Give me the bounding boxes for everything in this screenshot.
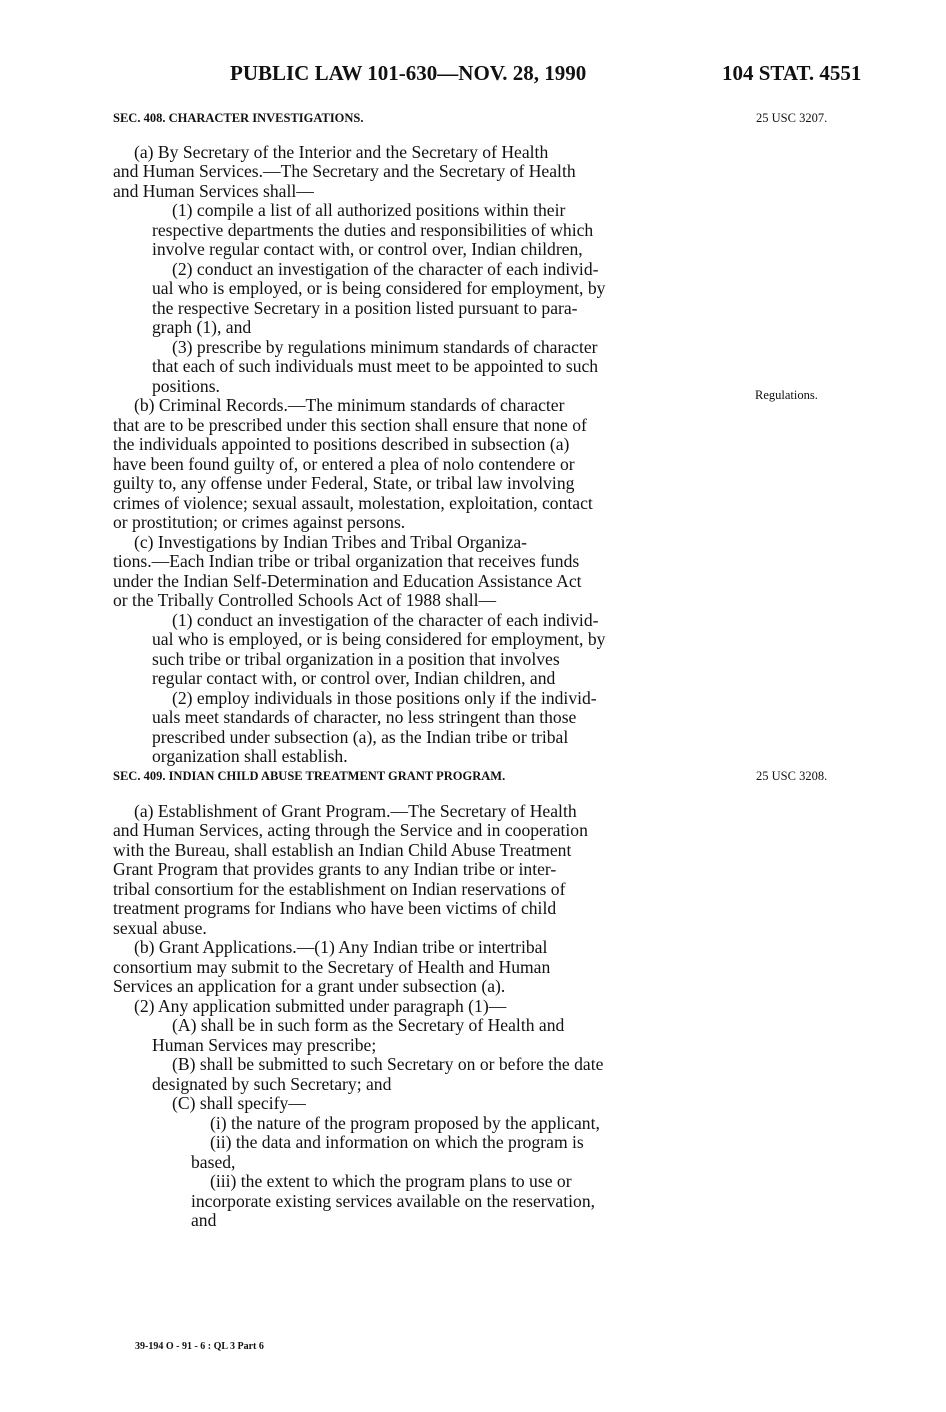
- text-line: or the Tribally Controlled Schools Act of 1988 shall—: [113, 590, 497, 610]
- text-line: graph (1), and: [152, 317, 252, 337]
- text-line: designated by such Secretary; and: [152, 1074, 392, 1094]
- page-header-title: PUBLIC LAW 101-630—NOV. 28, 1990: [230, 61, 587, 85]
- text-line: that each of such individuals must meet to be appointed to such: [152, 356, 599, 376]
- text-line: positions.: [152, 376, 220, 396]
- text-line: have been found guilty of, or entered a plea of nolo contendere or: [113, 454, 575, 474]
- text-line: crimes of violence; sexual assault, molestation, exploitation, contact: [113, 493, 593, 513]
- section-409-citation: 25 USC 3208.: [756, 769, 828, 783]
- text-line: (3) prescribe by regulations minimum standards of character: [172, 337, 598, 357]
- text-line: and: [191, 1210, 217, 1230]
- text-line: and Human Services shall—: [113, 181, 314, 201]
- text-line: guilty to, any offense under Federal, State, or tribal law involving: [113, 473, 575, 493]
- text-line: ual who is employed, or is being considered for employment, by: [152, 629, 606, 649]
- text-line: (iii) the extent to which the program plans to use or: [210, 1171, 572, 1191]
- text-line: uals meet standards of character, no less stringent than those: [152, 707, 577, 727]
- text-line: prescribed under subsection (a), as the Indian tribe or tribal: [152, 727, 569, 747]
- text-line: involve regular contact with, or control over, Indian children,: [152, 239, 583, 259]
- text-line: or prostitution; or crimes against persons.: [113, 512, 406, 532]
- text-line: (a) Establishment of Grant Program.—The Secretary of Health: [134, 801, 577, 821]
- statute-page-number: 104 STAT. 4551: [722, 61, 862, 85]
- text-line: (1) compile a list of all authorized positions within their: [172, 200, 566, 220]
- text-line: respective departments the duties and responsibilities of which: [152, 220, 594, 240]
- text-line: ual who is employed, or is being considered for employment, by: [152, 278, 606, 298]
- text-line: (2) employ individuals in those positions only if the individ-: [172, 688, 597, 708]
- text-line: Services an application for a grant under subsection (a).: [113, 976, 506, 996]
- text-line: incorporate existing services available on the reservation,: [191, 1191, 596, 1211]
- text-line: (B) shall be submitted to such Secretary on or before the date: [172, 1054, 604, 1074]
- section-408-heading: SEC. 408. CHARACTER INVESTIGATIONS.: [113, 111, 364, 125]
- text-line: (C) shall specify—: [172, 1093, 306, 1113]
- text-line: regular contact with, or control over, Indian children, and: [152, 668, 556, 688]
- text-line: that are to be prescribed under this section shall ensure that none of: [113, 415, 587, 435]
- text-line: Grant Program that provides grants to any Indian tribe or inter-: [113, 859, 557, 879]
- text-line: (a) By Secretary of the Interior and the Secretary of Health: [134, 142, 549, 162]
- text-line: (b) Grant Applications.—(1) Any Indian tribe or intertribal: [134, 937, 548, 957]
- text-line: (i) the nature of the program proposed by the applicant,: [210, 1113, 600, 1133]
- text-line: under the Indian Self-Determination and Education Assistance Act: [113, 571, 582, 591]
- regulations-margin-note: Regulations.: [755, 388, 818, 402]
- text-line: organization shall establish.: [152, 746, 348, 766]
- text-line: treatment programs for Indians who have been victims of child: [113, 898, 557, 918]
- text-line: (2) conduct an investigation of the character of each individ-: [172, 259, 599, 279]
- text-line: tions.—Each Indian tribe or tribal organization that receives funds: [113, 551, 580, 571]
- text-line: (2) Any application submitted under paragraph (1)—: [134, 996, 507, 1016]
- text-line: the respective Secretary in a position listed pursuant to para-: [152, 298, 578, 318]
- text-line: (ii) the data and information on which the program is: [210, 1132, 584, 1152]
- text-line: such tribe or tribal organization in a position that involves: [152, 649, 560, 669]
- text-line: (1) conduct an investigation of the character of each individ-: [172, 610, 599, 630]
- section-408-citation: 25 USC 3207.: [756, 111, 828, 125]
- text-line: Human Services may prescribe;: [152, 1035, 377, 1055]
- text-line: and Human Services.—The Secretary and the Secretary of Health: [113, 161, 576, 181]
- text-line: and Human Services, acting through the Service and in cooperation: [113, 820, 588, 840]
- text-line: (c) Investigations by Indian Tribes and Tribal Organiza-: [134, 532, 528, 552]
- text-line: sexual abuse.: [113, 918, 207, 938]
- text-line: tribal consortium for the establishment on Indian reservations of: [113, 879, 566, 899]
- text-line: (A) shall be in such form as the Secretary of Health and: [172, 1015, 565, 1035]
- text-line: consortium may submit to the Secretary of Health and Human: [113, 957, 551, 977]
- section-409-heading: SEC. 409. INDIAN CHILD ABUSE TREATMENT GRANT PROGRAM.: [113, 769, 506, 783]
- text-line: the individuals appointed to positions described in subsection (a): [113, 434, 570, 454]
- text-line: with the Bureau, shall establish an Indian Child Abuse Treatment: [113, 840, 572, 860]
- printing-code-footer: 39-194 O - 91 - 6 : QL 3 Part 6: [135, 1341, 264, 1352]
- text-line: (b) Criminal Records.—The minimum standards of character: [134, 395, 565, 415]
- text-line: based,: [191, 1152, 236, 1172]
